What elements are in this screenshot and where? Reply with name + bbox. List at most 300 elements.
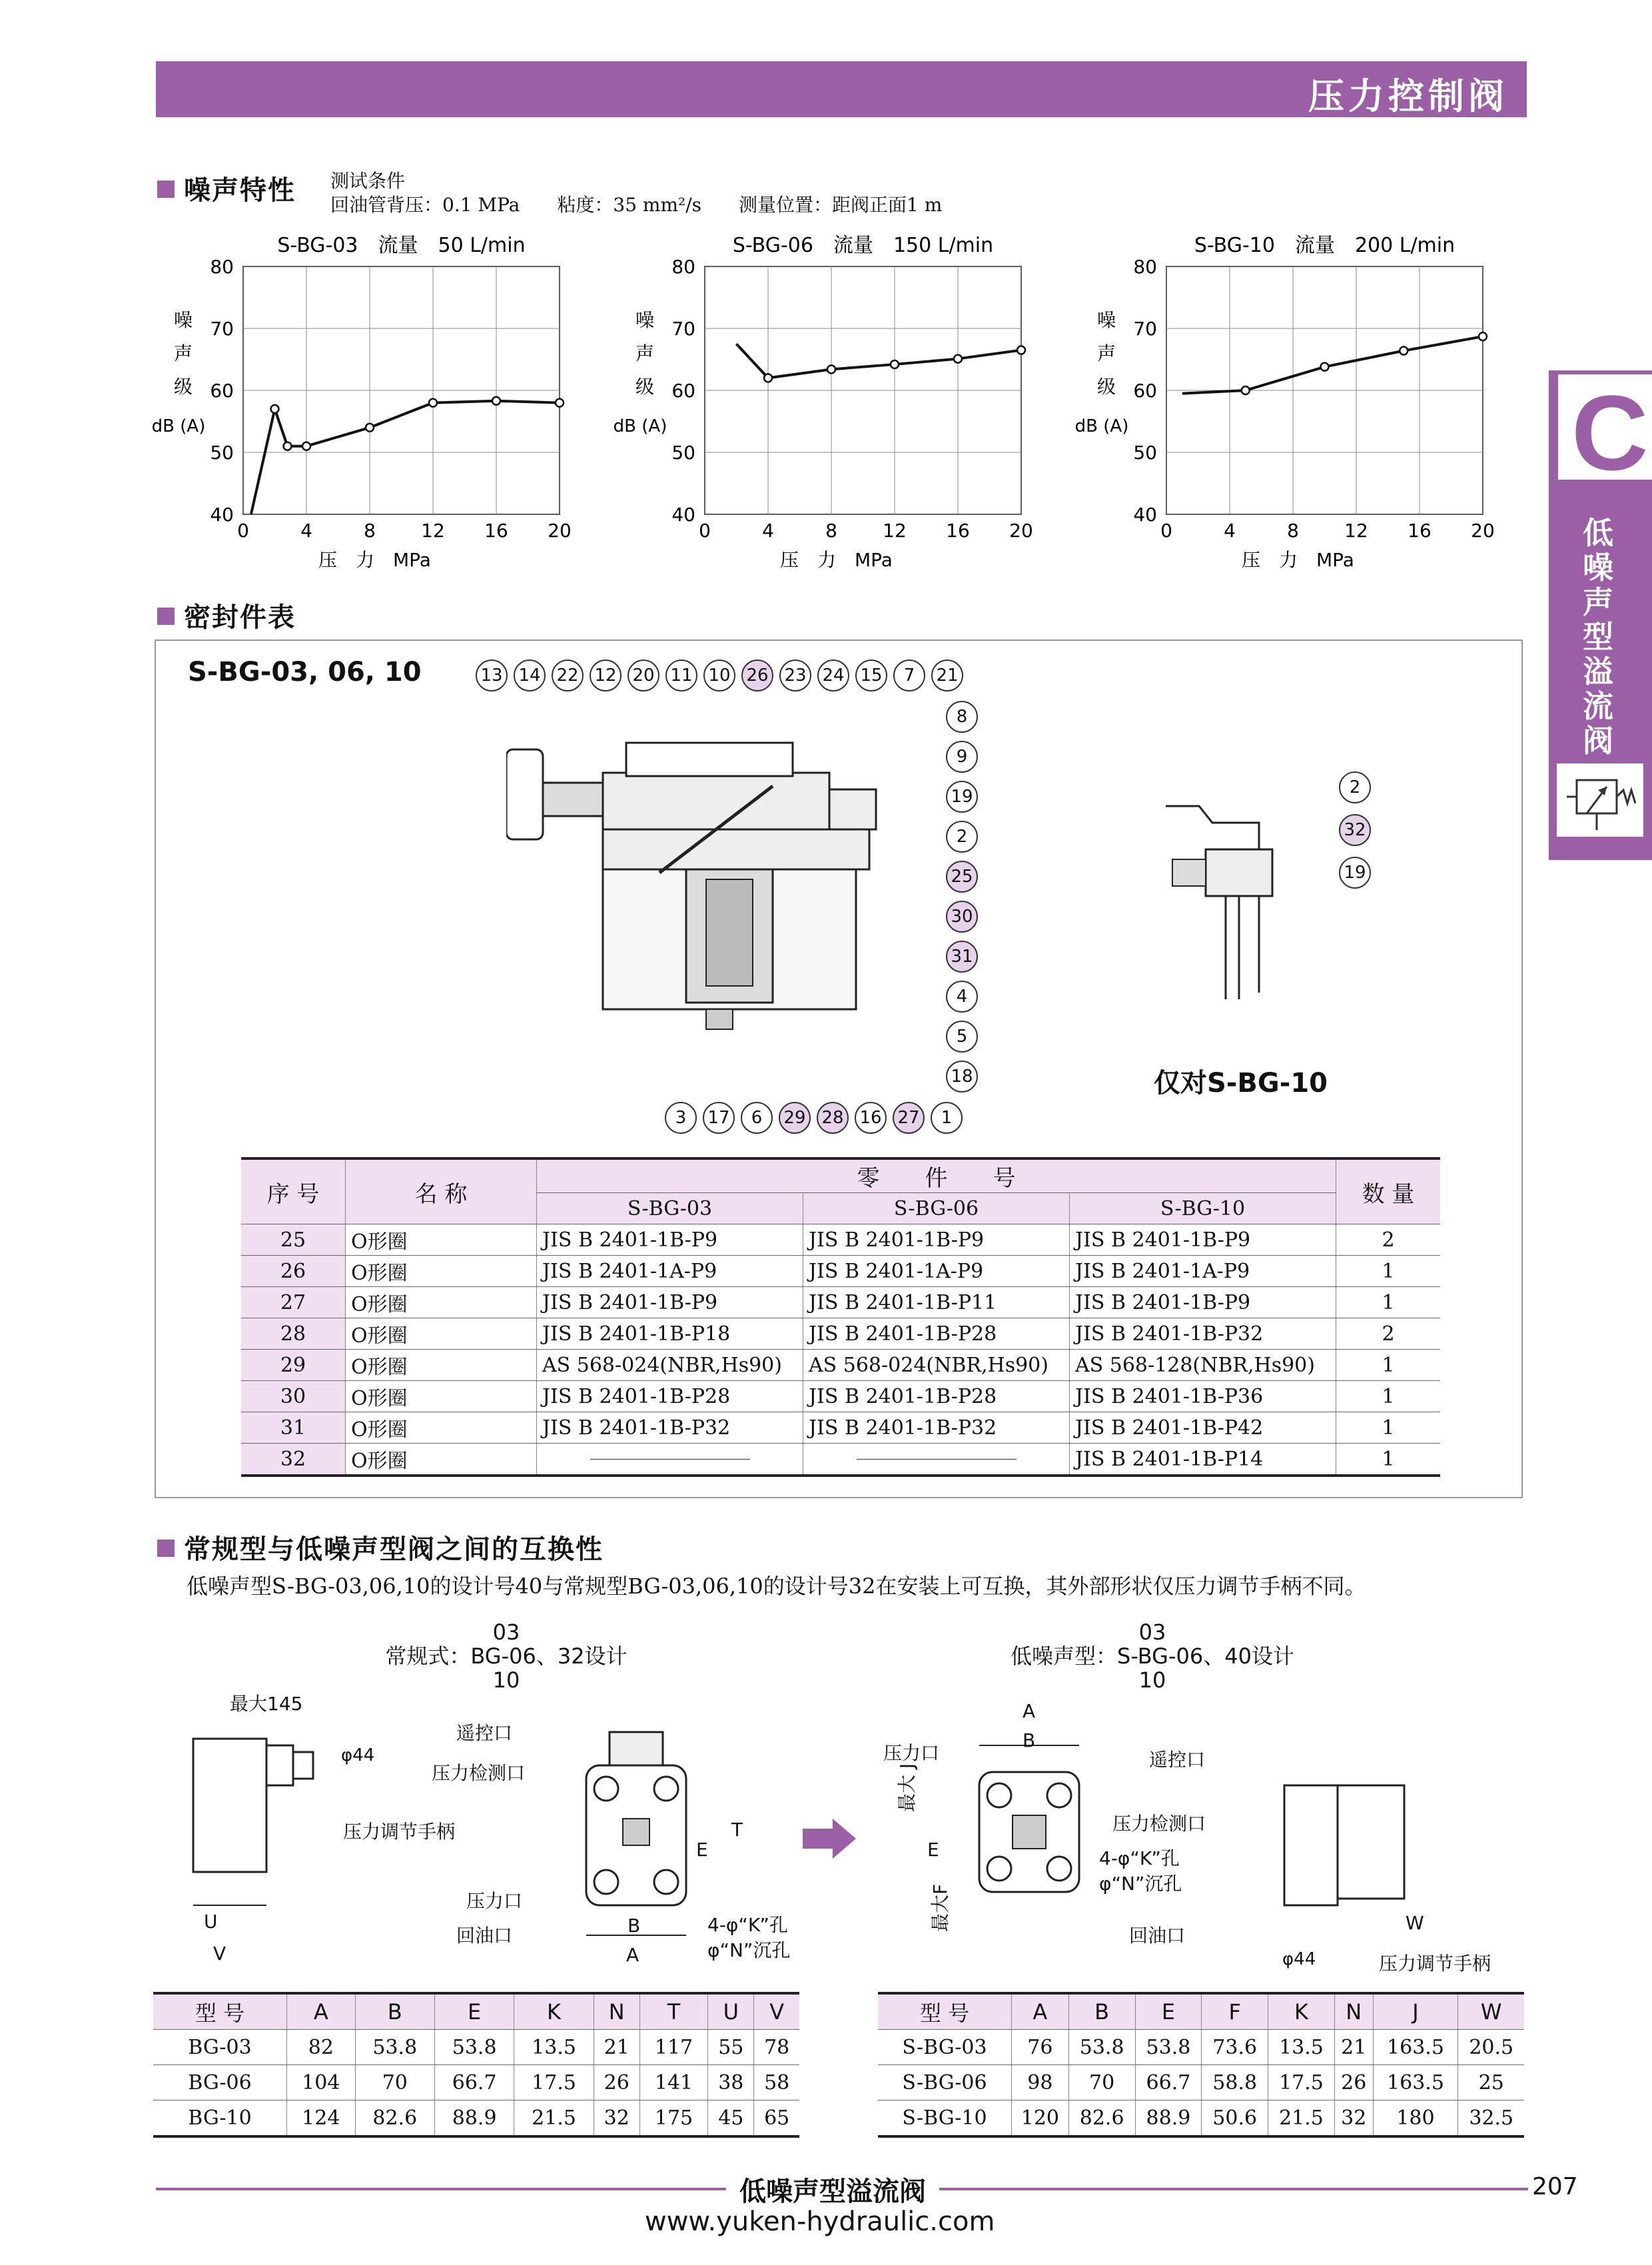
standard-dim-cell: 104 [287,2065,356,2100]
standard-dim-cell: 141 [639,2065,708,2100]
seal-row [241,1318,1440,1350]
low-noise-dim-header-cell: B [1068,1993,1135,2030]
seal-cell-no: 31 [241,1412,346,1444]
low-noise-dim-cell: 76 [1012,2030,1069,2065]
test-condition-title: 测试条件 [330,170,406,192]
data-point [429,399,437,407]
left-a-label: A [626,1944,639,1966]
chart-title: S-BG-10 流量 200 L/min [1194,234,1455,257]
data-point [891,360,899,368]
callout-1: 1 [931,1102,963,1134]
callout-25: 25 [946,861,978,893]
standard-dim-cell: 13.5 [514,2030,594,2065]
callout-8: 8 [946,701,978,733]
x-tick-label: 0 [237,520,249,542]
y-tick-label: 60 [1133,380,1157,402]
y-label-unit: dB (A) [1074,416,1129,436]
seal-cell-c: JIS B 2401-1B-P9 [1070,1287,1336,1318]
low-noise-dim-cell: 66.7 [1135,2065,1202,2100]
standard-dim-cell: 45 [708,2100,754,2137]
x-tick-label: 0 [1160,520,1172,542]
low-noise-dim-header-cell: W [1458,1993,1524,2030]
y-tick-label: 80 [1133,256,1157,278]
x-tick-label: 16 [1408,520,1432,542]
seal-cell-q: 2 [1336,1224,1441,1256]
left-t-label: T [731,1819,743,1841]
noise-charts [133,220,1545,593]
header-title: 压力控制阀 [1308,75,1508,117]
seal-cell-name: O形圈 [346,1287,537,1318]
seal-cell-no: 27 [241,1287,346,1318]
left-cbore-label: φ“N”沉孔 [707,1939,791,1961]
seal-cell-b [803,1444,1070,1476]
data-point [271,405,279,413]
seal-cell-name: O形圈 [346,1256,537,1287]
seal-cell-no: 25 [241,1224,346,1256]
low-noise-dim-cell: 17.5 [1268,2065,1335,2100]
relief-valve-symbol-icon [1557,763,1643,837]
x-tick-label: 12 [421,520,445,542]
callout-21: 21 [931,660,963,691]
left-handle-label: 压力调节手柄 [343,1821,456,1843]
y-tick-label: 80 [210,256,234,278]
x-axis-label: 压 力 MPa [780,549,893,571]
y-label-char: 声 [635,342,655,364]
section-letter: C [1571,373,1649,492]
low-noise-dim-header-cell: A [1012,1993,1069,2030]
standard-dim-cell: 175 [639,2100,708,2137]
right-e-label: E [927,1839,939,1861]
callout-19: 19 [1339,857,1371,889]
data-point [954,355,962,363]
series-line [1182,336,1483,394]
low-noise-dim-cell: 58.8 [1202,2065,1268,2100]
data-point [1017,346,1025,354]
seal-parts-table [241,1157,1440,1477]
x-tick-label: 0 [699,520,711,542]
low-noise-dim-cell: 70 [1068,2065,1135,2100]
low-noise-dim-cell: 21.5 [1268,2100,1335,2137]
x-tick-label: 8 [364,520,376,542]
standard-dim-cell: BG-10 [153,2100,287,2137]
left-title-bot: 10 [492,1667,520,1693]
right-w-label: W [1406,1912,1424,1934]
left-remote-label: 遥控口 [456,1722,513,1744]
y-tick-label: 40 [210,504,234,526]
x-tick-label: 16 [946,520,970,542]
low-noise-dim-row [878,2030,1524,2065]
low-noise-dim-header-cell: J [1373,1993,1458,2030]
y-tick-label: 70 [1133,318,1157,340]
section-letter-box [1554,370,1652,492]
right-tport-label: 回油口 [1129,1925,1186,1947]
y-tick-label: 60 [210,380,234,402]
callout-20: 20 [627,660,659,691]
seal-model-label: S-BG-03, 06, 10 [188,657,422,687]
standard-dim-header [153,1993,799,2030]
standard-dim-cell: 117 [639,2030,708,2065]
standard-dim-header-cell: 型 号 [153,1993,287,2030]
page-number: 207 [1532,2173,1578,2200]
callout-13: 13 [476,660,508,691]
x-tick-label: 12 [883,520,907,542]
seal-cell-q: 1 [1336,1412,1441,1444]
low-noise-dim-header-cell: N [1334,1993,1373,2030]
seal-cell-name: O形圈 [346,1444,537,1476]
seal-cell-a: JIS B 2401-1B-P18 [537,1318,803,1350]
left-drawing-title [346,1620,666,1692]
low-noise-dim-body [878,2030,1524,2137]
x-tick-label: 20 [1009,520,1033,542]
seal-cell-a [537,1444,803,1476]
standard-dim-cell: 17.5 [514,2065,594,2100]
callout-5: 5 [946,1021,978,1053]
chart-s-bg-06 [614,234,1033,571]
x-tick-label: 4 [1224,520,1236,542]
footer-url[interactable]: www.yuken-hydraulic.com [645,2206,995,2237]
standard-dim-cell: 124 [287,2100,356,2137]
left-tport-label: 回油口 [456,1925,513,1947]
only-s-bg-10-label: 仅对S-BG-10 [1154,1068,1328,1099]
interchange-desc: 低噪声型S-BG-03,06,10的设计号40与常规型BG-03,06,10的设计号32在安装上可互换，其外部形状仅压力调节手柄不同。 [187,1574,1366,1599]
th-model-03: S-BG-03 [537,1193,803,1224]
callout-24: 24 [817,660,849,691]
standard-dim-cell: 66.7 [434,2065,514,2100]
seal-cell-no: 32 [241,1444,346,1476]
seal-cell-c: AS 568-128(NBR,Hs90) [1070,1350,1336,1381]
low-noise-dim-cell: 32 [1334,2100,1373,2137]
low-noise-dim-cell: S-BG-06 [878,2065,1012,2100]
seal-cell-a: JIS B 2401-1A-P9 [537,1256,803,1287]
seal-cell-c: JIS B 2401-1A-P9 [1070,1256,1336,1287]
y-tick-label: 80 [671,256,695,278]
data-point [366,424,374,432]
low-noise-dim-cell: S-BG-10 [878,2100,1012,2137]
seal-cell-a: JIS B 2401-1B-P9 [537,1287,803,1318]
callout-9: 9 [946,741,978,773]
seal-cell-q: 2 [1336,1318,1441,1350]
low-noise-dim-cell: 88.9 [1135,2100,1202,2137]
seal-cell-name: O形圈 [346,1350,537,1381]
seal-cell-a: JIS B 2401-1B-P28 [537,1381,803,1412]
standard-dim-header-cell: T [639,1993,708,2030]
left-pport-label: 压力口 [466,1890,523,1912]
y-label-unit: dB (A) [613,416,667,436]
standard-dim-header-cell: B [355,1993,434,2030]
standard-dim-header-cell: A [287,1993,356,2030]
standard-dim-cell: 38 [708,2065,754,2100]
seal-cell-no: 29 [241,1350,346,1381]
low-noise-dim-row [878,2100,1524,2137]
callout-31: 31 [946,941,978,973]
y-tick-label: 70 [671,318,695,340]
seal-cell-q: 1 [1336,1287,1441,1318]
s-bg-10-detail-drawing [1159,799,1312,999]
callout-6: 6 [741,1102,773,1134]
data-point [1400,346,1408,354]
y-label-char: 级 [173,376,193,398]
left-b-label: B [627,1915,641,1937]
y-tick-label: 50 [210,442,234,464]
standard-dim-cell: 78 [754,2030,799,2065]
standard-dim-row [153,2030,799,2065]
standard-dim-cell: 55 [708,2030,754,2065]
callout-11: 11 [665,660,697,691]
interchange-section-title: 常规型与低噪声型阀之间的互换性 [157,1528,604,1566]
y-label-char: 声 [1096,342,1116,364]
data-point [1321,363,1329,371]
seal-row [241,1350,1440,1381]
standard-dim-cell: 21 [594,2030,639,2065]
chart-s-bg-03 [152,234,572,571]
side-label: 低噪声型溢流阀 [1583,515,1613,759]
standard-dim-cell: 32 [594,2100,639,2137]
callout-3: 3 [665,1102,697,1134]
seal-cell-b: JIS B 2401-1B-P28 [803,1381,1070,1412]
seal-cell-name: O形圈 [346,1224,537,1256]
y-tick-label: 40 [1133,504,1157,526]
low-noise-dim-cell: 20.5 [1458,2030,1524,2065]
callout-26: 26 [741,660,773,691]
seal-cell-c: JIS B 2401-1B-P9 [1070,1224,1336,1256]
seal-cell-a: JIS B 2401-1B-P32 [537,1412,803,1444]
seal-cell-name: O形圈 [346,1381,537,1412]
right-a-label: A [1023,1700,1036,1722]
seal-cell-a: AS 568-024(NBR,Hs90) [537,1350,803,1381]
standard-dim-cell: 88.9 [434,2100,514,2137]
low-noise-dim-cell: 53.8 [1068,2030,1135,2065]
seal-cell-q: 1 [1336,1350,1441,1381]
standard-dim-body [153,2030,799,2137]
y-tick-label: 50 [1133,442,1157,464]
header-bar [156,61,1527,117]
y-label-char: 噪 [635,309,655,331]
seal-cell-b: JIS B 2401-1A-P9 [803,1256,1070,1287]
seal-cell-b: JIS B 2401-1B-P28 [803,1318,1070,1350]
seal-cell-name: O形圈 [346,1318,537,1350]
data-point [1242,386,1250,394]
data-point [302,442,310,450]
seal-cell-name: O形圈 [346,1412,537,1444]
y-label-char: 级 [1096,376,1116,398]
left-holes-label: 4-φ“K”孔 [707,1914,788,1936]
standard-dim-cell: 58 [754,2065,799,2100]
standard-dim-header-cell: V [754,1993,799,2030]
right-cbore-label: φ“N”沉孔 [1099,1873,1182,1895]
right-title-mid: 低噪声型：S-BG-06、40设计 [1011,1643,1294,1669]
th-no: 序 号 [241,1158,346,1224]
callout-12: 12 [590,660,621,691]
right-pport-label: 压力口 [883,1742,940,1764]
low-noise-dim-cell: 32.5 [1458,2100,1524,2137]
seal-cell-b: JIS B 2401-1B-P9 [803,1224,1070,1256]
callout-4: 4 [946,981,978,1013]
chart-title: S-BG-03 流量 50 L/min [277,234,526,257]
low-noise-dim-cell: 13.5 [1268,2030,1335,2065]
right-handle-label: 压力调节手柄 [1379,1953,1491,1975]
seal-row [241,1287,1440,1318]
callout-27: 27 [893,1102,925,1134]
seal-cell-a: JIS B 2401-1B-P9 [537,1224,803,1256]
chart-title: S-BG-06 流量 150 L/min [732,234,994,257]
x-tick-label: 20 [548,520,572,542]
x-axis-label: 压 力 MPa [318,549,431,571]
standard-dim-header-cell: E [434,1993,514,2030]
data-point [827,365,835,373]
low-noise-dim-cell: 21 [1334,2030,1373,2065]
low-noise-dim-cell: 163.5 [1373,2065,1458,2100]
seal-table-body [241,1224,1440,1476]
right-title-top: 03 [1138,1619,1166,1645]
y-label-unit: dB (A) [151,416,206,436]
callout-7: 7 [893,660,925,691]
y-label-char: 噪 [173,309,193,331]
standard-dim-row [153,2065,799,2100]
x-tick-label: 4 [300,520,312,542]
series-line [737,344,1022,378]
side-tab [1549,370,1652,860]
noise-section-title: 噪声特性 [157,169,296,207]
data-point [492,397,500,405]
left-dia-label: φ44 [341,1745,375,1765]
callout-18: 18 [946,1061,978,1093]
low-noise-dim-cell: 98 [1012,2065,1069,2100]
left-title-top: 03 [492,1619,520,1645]
callout-14: 14 [514,660,546,691]
low-noise-dim-cell: 163.5 [1373,2030,1458,2065]
data-point [284,442,292,450]
callout-17: 17 [703,1102,735,1134]
low-noise-dim-cell: S-BG-03 [878,2030,1012,2065]
x-tick-label: 12 [1344,520,1368,542]
standard-dim-header-cell: U [708,1993,754,2030]
seal-cell-b: JIS B 2401-1B-P11 [803,1287,1070,1318]
standard-dim-cell: 82 [287,2030,356,2065]
chart-s-bg-10 [1075,234,1495,571]
right-gauge-label: 压力检测口 [1112,1813,1206,1835]
y-label-char: 噪 [1096,309,1116,331]
seal-cell-q: 1 [1336,1256,1441,1287]
test-condition-line: 回油管背压：0.1 MPa 粘度：35 mm²/s 测量位置：距阀正面1 m [330,194,943,216]
right-dia-label: φ44 [1282,1949,1316,1969]
low-noise-dim-header-cell: 型 号 [878,1993,1012,2030]
callout-28: 28 [817,1102,849,1134]
seal-cell-no: 26 [241,1256,346,1287]
x-axis-label: 压 力 MPa [1242,549,1354,571]
y-tick-label: 60 [671,380,695,402]
left-e-label: E [696,1839,708,1861]
low-noise-dim-row [878,2065,1524,2100]
standard-dim-cell: BG-06 [153,2065,287,2100]
callout-22: 22 [552,660,584,691]
data-point [1479,332,1487,340]
left-gauge-label: 压力检测口 [432,1762,526,1784]
left-max-label: 最大145 [230,1693,303,1715]
standard-dim-row [153,2100,799,2137]
standard-dim-table [153,1992,799,2138]
th-name: 名 称 [346,1158,537,1224]
x-tick-label: 8 [1287,520,1299,542]
standard-dim-header-cell: N [594,1993,639,2030]
seal-row [241,1412,1440,1444]
callout-19: 19 [946,781,978,813]
seal-cell-b: AS 568-024(NBR,Hs90) [803,1350,1070,1381]
standard-dim-header-cell: K [514,1993,594,2030]
seal-cell-q: 1 [1336,1444,1441,1476]
standard-dim-cell: 70 [355,2065,434,2100]
callout-30: 30 [946,901,978,933]
low-noise-dim-cell: 120 [1012,2100,1069,2137]
callout-29: 29 [779,1102,811,1134]
y-label-char: 声 [173,342,193,364]
callout-2: 2 [1339,771,1371,803]
seal-cell-no: 30 [241,1381,346,1412]
left-title-mid: 常规式：BG-06、32设计 [385,1643,627,1669]
seal-row [241,1256,1440,1287]
callout-15: 15 [855,660,887,691]
x-tick-label: 4 [762,520,774,542]
seal-cell-no: 28 [241,1318,346,1350]
low-noise-dim-cell: 53.8 [1135,2030,1202,2065]
standard-dim-cell: 53.8 [434,2030,514,2065]
data-point [764,374,772,382]
low-noise-dim-header-cell: K [1268,1993,1335,2030]
callout-10: 10 [703,660,735,691]
th-model-10: S-BG-10 [1070,1193,1336,1224]
low-noise-dim-cell: 50.6 [1202,2100,1268,2137]
low-noise-dim-table [878,1992,1524,2138]
th-model-06: S-BG-06 [803,1193,1070,1224]
right-maxf-label: 最大F [929,1883,951,1932]
low-noise-dim-cell: 180 [1373,2100,1458,2137]
seal-cell-c: JIS B 2401-1B-P42 [1070,1412,1336,1444]
callout-2: 2 [946,821,978,853]
low-noise-dim-header-cell: F [1202,1993,1268,2030]
right-drawing-title [966,1620,1339,1692]
y-tick-label: 50 [671,442,695,464]
valve-section-drawing [506,713,919,1059]
x-tick-label: 8 [825,520,837,542]
callout-16: 16 [855,1102,887,1134]
low-noise-dim-cell: 25 [1458,2065,1524,2100]
th-part: 零 件 号 [537,1158,1336,1193]
left-v-label: V [213,1943,226,1965]
standard-dim-cell: 21.5 [514,2100,594,2137]
standard-dim-cell: BG-03 [153,2030,287,2065]
data-point [556,399,564,407]
callout-23: 23 [779,660,811,691]
th-qty: 数 量 [1336,1158,1441,1224]
right-maxj-label: 最大 J [896,1763,918,1812]
low-noise-dim-cell: 26 [1334,2065,1373,2100]
y-tick-label: 70 [210,318,234,340]
seal-cell-q: 1 [1336,1381,1441,1412]
standard-dim-cell: 26 [594,2065,639,2100]
seal-row [241,1381,1440,1412]
seal-cell-c: JIS B 2401-1B-P36 [1070,1381,1336,1412]
standard-dim-cell: 82.6 [355,2100,434,2137]
series-line [251,401,560,514]
seal-cell-c: JIS B 2401-1B-P14 [1070,1444,1336,1476]
standard-dim-cell: 65 [754,2100,799,2137]
seal-cell-b: JIS B 2401-1B-P32 [803,1412,1070,1444]
y-label-char: 级 [635,376,655,398]
arrow-right-icon [803,1819,856,1861]
seal-section-title: 密封件表 [157,596,296,634]
callout-32: 32 [1339,814,1371,846]
seal-row [241,1224,1440,1256]
right-b-label: B [1023,1729,1036,1751]
